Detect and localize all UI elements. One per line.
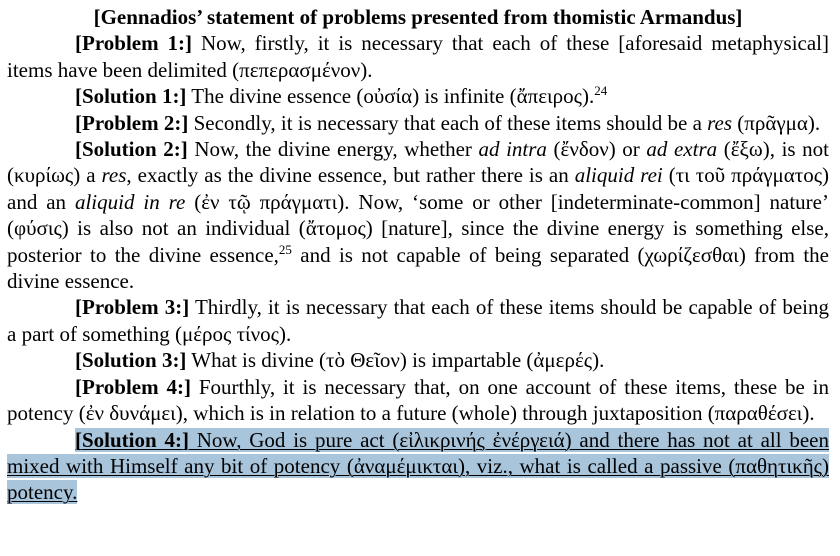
solution-2-text-4: , exactly as the divine essence, but rather there is an [126,163,575,188]
aliquid-rei-term: aliquid rei [574,163,663,188]
problem-1-paragraph [7,30,829,83]
problem-1-label: [Problem 1:] [75,31,193,56]
solution-1-paragraph [7,83,829,109]
solution-1-text: The divine essence (οὐσία) is infinite (ἄπειρος). [186,84,595,109]
footnote-25-marker[interactable]: 25 [278,241,292,257]
solution-2-text-6: (ἐν τῷ πράγματι). Now, ‘some or other [indeterminate-common] nature’ (φύσις) is also not an individual (ἄτομος) [nature], since the divine energy is something else, posterior to the divine essence, [7,189,829,267]
solution-2-text-5: (τι τοῦ πράγματος) and an [7,163,830,214]
solution-2-text-7: and is not capable of being separated (χωρίζεσθαι) from the divine essence. [7,242,829,294]
problem-2-res-term: res [707,110,733,135]
problem-3-label: [Problem 3:] [75,295,190,320]
problem-3-paragraph [7,294,829,347]
solution-3-paragraph [7,347,829,373]
solution-1-label: [Solution 1:] [75,84,187,109]
footnote-24-marker[interactable]: 24 [594,83,608,99]
problem-1-text: Now, firstly, it is necessary that each of these [aforesaid metaphysical] items have been delimited (πεπερασμένον). [7,31,829,82]
solution-3-text: What is divine (τὸ Θεῖον) is impartable (ἀμερές). [186,348,605,373]
solution-4-paragraph [7,427,829,506]
solution-2-label: [Solution 2:] [75,137,188,162]
solution-3-label: [Solution 3:] [75,348,187,373]
ad-intra-term: ad intra [478,137,547,162]
ad-extra-term: ad extra [646,137,718,162]
section-heading: [Gennadios’ statement of problems presented from thomistic Armandus] [93,5,743,29]
problem-4-paragraph [7,374,829,427]
solution-4-highlight[interactable] [7,428,829,505]
solution-2-text-3: (ἔξω), is not (κυρίως) a [7,137,829,188]
problem-2-text-a: Secondly, it is necessary that each of these items should be a [188,110,708,135]
solution-2-res-term: res [101,163,127,188]
problem-3-text: Thirdly, it is necessary that each of these items should be capable of being a part of something (μέρος τίνος). [7,295,830,346]
solution-4-text: Now, God is pure act (εἰλικρινής ἐνέργειά) and there has not at all been mixed with Himself any bit of potency (ἀναμέμικται), viz., what is called a passive (παθητικῆς) potency. [7,427,829,505]
problem-4-label: [Problem 4:] [75,374,191,399]
aliquid-in-re-term: aliquid in re [74,189,186,214]
document-page [7,4,829,506]
solution-2-text-2: (ἔνδον) or [546,137,647,162]
solution-2-text-1: Now, the divine energy, whether [187,137,479,162]
problem-4-text: Fourthly, it is necessary that, on one account of these items, these be in potency (ἐν δυνάμει), which is in relation to a future (whole) through juxtaposition (παραθέσει). [7,374,829,426]
problem-2-paragraph [7,110,829,136]
solution-4-label: [Solution 4:] [75,427,189,452]
solution-2-paragraph [7,136,829,294]
problem-2-label: [Problem 2:] [75,110,189,135]
problem-2-text-b: (πρᾶγμα). [732,110,821,135]
